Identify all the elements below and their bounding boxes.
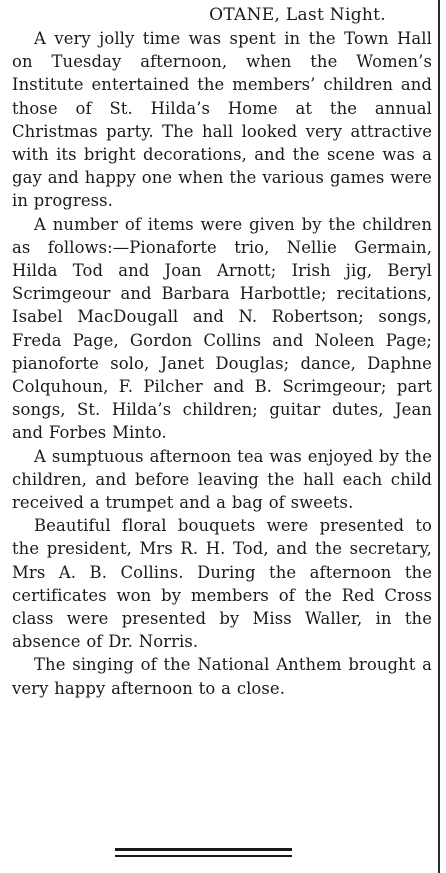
news-article (12, 4, 432, 700)
column-rule (438, 0, 440, 873)
separator-rule-thick (115, 848, 292, 851)
article-paragraph-tea: A sumptuous afternoon tea was enjoyed by the children, and before leaving the hall each child received a trumpet and a bag of sweets. (12, 446, 432, 513)
article-dateline: OTANE, Last Night. (209, 5, 386, 25)
article-paragraph-party: A very jolly time was spent in the Town Hall on Tuesday afternoon, when the Women’s Institute entertained the members’ children and those of St. Hilda’s Home at the annual Christmas party. The hall looked very attractive with its bright decorations, and the scene was a gay and happy one when the various games were in progress. (12, 29, 432, 211)
separator-rule-thin (115, 855, 292, 857)
article-paragraph-items: A number of items were given by the children as follows:—Pionaforte trio, Nellie Germain, Hilda Tod and Joan Arnott; Irish jig, Beryl Scrimgeour and Barbara Harbottle; recitations, Isabel MacDougall and N. Robertson; songs, Freda Page, Gordon Collins and Noleen Page; pianoforte solo, Janet Douglas; dance, Daphne Colquhoun, F. Pilcher and B. Scrimgeour; part songs, St. Hilda’s children; guitar dutes, Jean and Forbes Minto. (12, 214, 432, 443)
article-paragraph-anthem: The singing of the National Anthem brought a very happy afternoon to a close. (12, 655, 432, 698)
article-paragraph-bouquets: Beautiful floral bouquets were presented to the president, Mrs R. H. Tod, and the secretary, Mrs A. B. Collins. During the afternoon the certificates won by members of the Red Cross class were presented by Miss Waller, in the absence of Dr. Norris. (12, 516, 432, 652)
